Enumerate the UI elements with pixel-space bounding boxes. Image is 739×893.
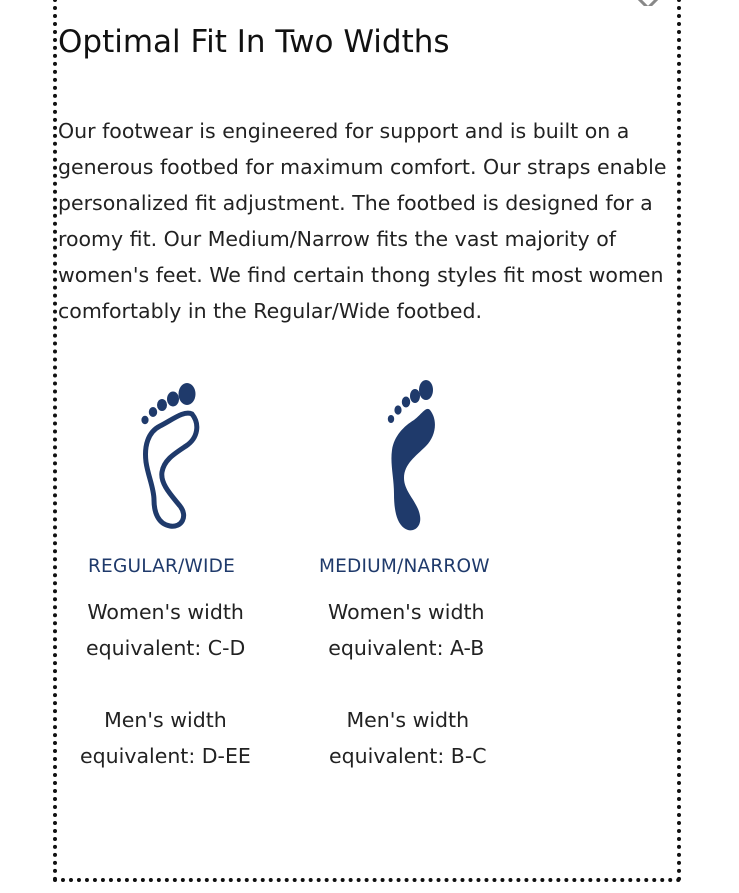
description-line: personalized fit adjustment. The footbed is designed for a <box>58 191 653 215</box>
description-line: women's feet. We find certain thong styles fit most women <box>58 263 664 287</box>
description-line: generous footbed for maximum comfort. Our straps enable <box>58 155 667 179</box>
womens-equivalent-line: equivalent: C-D <box>86 636 246 660</box>
foot-outline-icon <box>134 380 204 530</box>
close-button[interactable] <box>622 0 674 6</box>
description-line: comfortably in the Regular/Wide footbed. <box>58 299 482 323</box>
womens-width-line: Women's width <box>328 600 485 624</box>
mens-width-line: Men's width <box>104 708 227 732</box>
close-icon <box>622 0 674 6</box>
medium-narrow-womens <box>328 594 485 666</box>
modal-title: Optimal Fit In Two Widths <box>58 24 450 60</box>
description-line: roomy fit. Our Medium/Narrow fits the vast majority of <box>58 227 616 251</box>
description-line: Our footwear is engineered for support and is built on a <box>58 119 630 143</box>
medium-narrow-mens <box>329 702 487 774</box>
mens-width-line: Men's width <box>346 708 470 732</box>
medium-narrow-label: MEDIUM/NARROW <box>319 556 490 577</box>
regular-wide-womens <box>86 594 245 666</box>
fit-description <box>58 113 688 329</box>
mens-equivalent-line: equivalent: D-EE <box>80 744 251 768</box>
regular-wide-mens <box>80 702 251 774</box>
regular-wide-label: REGULAR/WIDE <box>88 556 235 577</box>
foot-filled-icon <box>382 378 438 532</box>
mens-equivalent-line: equivalent: B-C <box>329 744 487 768</box>
womens-width-line: Women's width <box>87 600 244 624</box>
womens-equivalent-line: equivalent: A-B <box>328 636 485 660</box>
